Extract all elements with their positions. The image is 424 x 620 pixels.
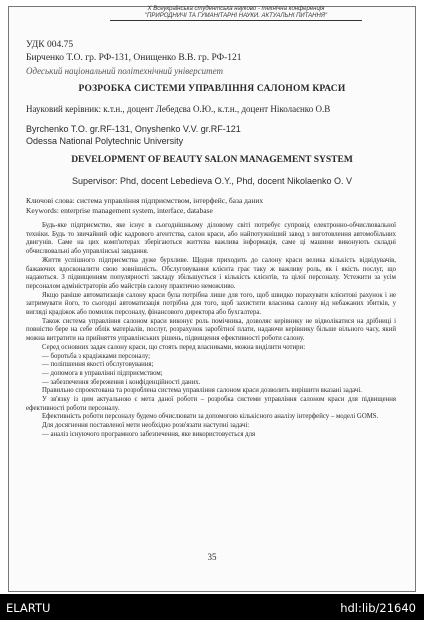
supervisor-english: Supervisor: Phd, docent Lebedieva O.Y., Phd, docent Nikolaenko O. V	[71, 176, 352, 186]
handle-id[interactable]: hdl:lib/21640	[340, 601, 416, 615]
authors-english: Byrchenko T.O. gr.RF-131, Onyshenko V.V. gr.RF-121	[26, 124, 241, 134]
supervisor-ukrainian: Науковий керівник: к.т.н., доцент Лебедєва О.Ю., к.т.н., доцент Ніколаєнко О.В	[26, 104, 331, 114]
page-number: 35	[207, 552, 217, 562]
task-list	[26, 353, 396, 388]
article-body	[26, 222, 396, 440]
list-item: — допомога в управлінні підприємством;	[42, 369, 163, 377]
body-paragraph: У зв'язку із цим актуальною є мета даної роботи – розробка системи управління салоном краси для підвищення ефективності роботи персоналу.	[26, 396, 396, 412]
keywords-english: Keywords: enterprise management system, interface, database	[26, 206, 213, 215]
udk-code: УДК 004.75	[26, 40, 74, 50]
body-paragraph: Також система управління салоном краси виконує роль помічника, дозволяє керівнику не відволікатися на дрібниці і повністю бере на себе облік матеріалів, послуг, розрахунок заробітної плати, надаючи керівнику більше вільного часу, який можна витратити на прийняття управлінських рішень, підвищення ефективності роботи салону.	[26, 317, 396, 343]
body-paragraph: — аналіз існуючого програмного забезпечення, яке використовується для	[42, 430, 256, 438]
organization-english: Odessa National Polytechnic University	[26, 136, 184, 146]
list-item: — поліпшення якості обслуговування;	[42, 361, 154, 369]
body-paragraph: Будь-яке підприємство, яке існує в сьогоднішньому діловому світі потребує супровід електронно-обчислювальної техніки. Будь то звичайний офіс кадрового агентства, салон краси, або найпотужніший завод з виготовлення автомобільних двигунів. Саме на цих комп'ютерах зберігаються життєва важлива інформація, саме ці машини виконують складні обчислювальні або управлінські завдання.	[26, 222, 396, 256]
repository-name: ELARTU	[6, 601, 51, 615]
body-paragraph: Для досягнення поставленої мети необхідно розв'язати наступні задачі:	[42, 422, 250, 430]
keywords-ukrainian: Ключові слова: система управління підприємством, інтерфейс, база даних	[26, 196, 264, 205]
organization-ukrainian: Одеський національний політехнічний університет	[26, 66, 224, 76]
body-paragraph: Ефективність роботи персоналу будемо обчислювати за допомогою кількісного аналізу інтерфейсу – моделі GOMS.	[42, 413, 379, 421]
list-item: — боротьба з крадіжками персоналу;	[42, 352, 151, 360]
conference-header-line1: X Всеукраїнська студентська науково - технічна конференція	[147, 6, 325, 12]
repository-footer	[0, 594, 424, 620]
title-english: DEVELOPMENT OF BEAUTY SALON MANAGEMENT SYSTEM	[71, 155, 353, 165]
authors-ukrainian: Бирченко Т.О. гр. РФ-131, Онищенко В.В. гр. РФ-121	[26, 53, 242, 63]
conference-header-line2: "ПРИРОДНИЧІ ТА ГУМАНІТАРНІ НАУКИ. АКТУАЛЬНІ ПИТАННЯ"	[144, 13, 328, 19]
conference-header	[110, 6, 362, 21]
title-ukrainian: РОЗРОБКА СИСТЕМИ УПРАВЛІННЯ САЛОНОМ КРАСИ	[78, 84, 346, 94]
body-paragraph: Серед основних задач салону краси, що стоять перед власниками, можна виділити чотири:	[42, 343, 306, 351]
body-paragraph: Правильно спроектована та розроблена система управління салоном краси дозволить вирішити вказані задачі.	[42, 387, 362, 395]
body-paragraph: Життя успішного підприємства дуже бурхливе. Щодня приходить до салону краси велика кількість відвідувачів, бажаючих вдосконалити свою зовнішність. Обслуговування клієнта грає таку ж важливу роль, як і якість послуг, що надаються. З підвищенням популярності закладу збільшується і кількість клієнтів, та цілої персоналу. Устежити за усім персоналом адміністраторів або майстрів салону практично неможливо.	[26, 256, 396, 290]
body-paragraph: Якщо раніше автоматизація салону краси була потрібна лише для того, щоб швидко порахувати клієнтові рахунок і не затримувати його, то сьогодні автоматизація потрібна для того, щоб захистити власника салону від небажаних збитків, у вигляді крадіжок або помилок персоналу, фінансового директора або бухгалтера.	[26, 291, 396, 317]
list-item: — забезпечення збереження і конфіденційності даних.	[42, 378, 201, 386]
